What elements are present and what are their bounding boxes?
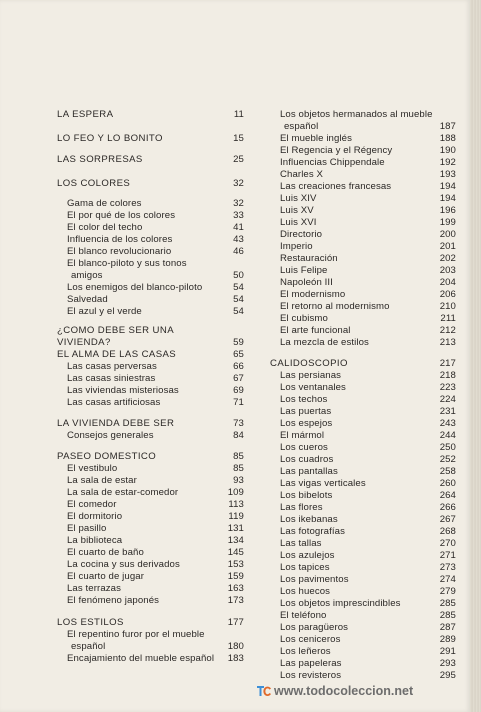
index-entry bbox=[270, 478, 456, 490]
index-heading bbox=[57, 133, 244, 145]
index-heading bbox=[57, 617, 244, 629]
entry-page-number: 43 bbox=[233, 234, 244, 245]
entry-title: Encajamiento del mueble español bbox=[67, 653, 215, 664]
index-entry bbox=[270, 337, 456, 349]
entry-title: La sala de estar bbox=[67, 475, 137, 486]
entry-page-number: 65 bbox=[233, 349, 244, 360]
entry-title: Los objetos imprescindibles bbox=[280, 598, 401, 609]
index-entry bbox=[270, 370, 456, 382]
entry-page-number: 71 bbox=[233, 397, 244, 408]
index-entry bbox=[57, 258, 244, 270]
entry-title: Los enemigos del blanco-piloto bbox=[67, 282, 203, 293]
entry-page-number: 54 bbox=[233, 294, 244, 305]
entry-page-number: 173 bbox=[227, 595, 244, 606]
entry-page-number: 260 bbox=[439, 478, 456, 489]
index-heading bbox=[57, 178, 244, 190]
entry-title: Los ikebanas bbox=[280, 514, 338, 525]
index-entry bbox=[57, 210, 244, 222]
entry-title: El blanco revolucionario bbox=[67, 246, 172, 257]
index-entry bbox=[270, 133, 456, 145]
entry-page-number: 200 bbox=[439, 229, 456, 240]
entry-page-number: 244 bbox=[439, 430, 456, 441]
index-entry bbox=[270, 193, 456, 205]
entry-page-number: 163 bbox=[227, 583, 244, 594]
entry-title: Influencia de los colores bbox=[67, 234, 173, 245]
entry-page-number: 119 bbox=[228, 511, 244, 522]
entry-title: Gama de colores bbox=[67, 198, 142, 209]
entry-title: Las puertas bbox=[280, 406, 332, 417]
entry-page-number: 211 bbox=[440, 313, 456, 324]
index-entry bbox=[270, 277, 456, 289]
entry-page-number: 199 bbox=[439, 217, 456, 228]
entry-page-number: 270 bbox=[439, 538, 456, 549]
index-entry bbox=[57, 571, 244, 583]
index-entry bbox=[57, 499, 244, 511]
entry-page-number: 67 bbox=[233, 373, 244, 384]
entry-title: Salvedad bbox=[67, 294, 108, 305]
entry-page-number: 201 bbox=[439, 241, 456, 252]
entry-title: Imperio bbox=[280, 241, 313, 252]
entry-title: Los espejos bbox=[280, 418, 333, 429]
entry-page-number: 66 bbox=[233, 361, 244, 372]
index-entry bbox=[270, 646, 456, 658]
entry-page-number: 204 bbox=[439, 277, 456, 288]
index-entry bbox=[57, 653, 244, 665]
index-entry bbox=[57, 583, 244, 595]
entry-page-number: 15 bbox=[233, 133, 244, 144]
entry-page-number: 192 bbox=[439, 157, 456, 168]
entry-title: El mármol bbox=[280, 430, 325, 441]
index-entry bbox=[270, 490, 456, 502]
entry-page-number: 202 bbox=[439, 253, 456, 264]
entry-page-number: 73 bbox=[233, 418, 244, 429]
entry-page-number: 279 bbox=[439, 586, 456, 597]
entry-page-number: 271 bbox=[439, 550, 456, 561]
entry-title: Las creaciones francesas bbox=[280, 181, 392, 192]
entry-page-number: 264 bbox=[439, 490, 456, 501]
index-entry bbox=[57, 629, 244, 641]
entry-title: Luis XV bbox=[280, 205, 314, 216]
index-entry bbox=[270, 109, 456, 121]
entry-page-number: 54 bbox=[233, 282, 244, 293]
watermark bbox=[256, 683, 413, 699]
index-entry bbox=[270, 241, 456, 253]
entry-title: PASEO DOMESTICO bbox=[57, 451, 157, 462]
entry-page-number: 25 bbox=[233, 154, 244, 165]
entry-title: El Regencia y el Régency bbox=[280, 145, 393, 156]
index-entry bbox=[270, 622, 456, 634]
entry-page-number: 194 bbox=[439, 181, 456, 192]
entry-title: El cubismo bbox=[280, 313, 328, 324]
index-entry bbox=[270, 526, 456, 538]
entry-page-number: 218 bbox=[439, 370, 456, 381]
index-entry bbox=[270, 382, 456, 394]
entry-title: El dormitorio bbox=[67, 511, 123, 522]
entry-title: Las persianas bbox=[280, 370, 342, 381]
index-entry bbox=[270, 253, 456, 265]
page-edge bbox=[470, 0, 481, 712]
entry-title: CALIDOSCOPIO bbox=[270, 358, 348, 369]
index-entry bbox=[270, 325, 456, 337]
entry-page-number: 54 bbox=[233, 306, 244, 317]
entry-page-number: 289 bbox=[439, 634, 456, 645]
entry-title: Los azulejos bbox=[280, 550, 335, 561]
index-entry bbox=[270, 610, 456, 622]
entry-page-number: 217 bbox=[439, 358, 456, 369]
entry-title: Las fotografías bbox=[280, 526, 345, 537]
entry-title: LAS SORPRESAS bbox=[57, 154, 143, 165]
entry-page-number: 268 bbox=[439, 526, 456, 537]
entry-page-number: 223 bbox=[439, 382, 456, 393]
entry-title: Las tallas bbox=[280, 538, 322, 549]
entry-page-number: 203 bbox=[439, 265, 456, 276]
entry-page-number: 131 bbox=[227, 523, 244, 534]
index-entry bbox=[270, 265, 456, 277]
index-entry bbox=[57, 397, 244, 409]
entry-title: Las terrazas bbox=[67, 583, 121, 594]
entry-title: El color del techo bbox=[67, 222, 143, 233]
entry-page-number: 194 bbox=[439, 193, 456, 204]
entry-page-number: 85 bbox=[233, 451, 244, 462]
index-heading bbox=[57, 325, 244, 337]
entry-title: La sala de estar-comedor bbox=[67, 487, 179, 498]
index-entry bbox=[270, 217, 456, 229]
entry-title: Las flores bbox=[280, 502, 323, 513]
entry-title: ¿COMO DEBE SER UNA bbox=[57, 325, 175, 336]
entry-title: amigos bbox=[71, 270, 103, 281]
index-heading bbox=[57, 451, 244, 463]
index-entry bbox=[270, 418, 456, 430]
index-entry bbox=[270, 586, 456, 598]
entry-title: El blanco-piloto y sus tonos bbox=[67, 258, 187, 269]
index-entry bbox=[270, 658, 456, 670]
entry-page-number: 145 bbox=[227, 547, 244, 558]
entry-page-number: 41 bbox=[233, 222, 244, 233]
entry-title: El modernismo bbox=[280, 289, 346, 300]
entry-page-number: 190 bbox=[439, 145, 456, 156]
index-entry bbox=[270, 562, 456, 574]
index-entry bbox=[270, 538, 456, 550]
entry-title: Las papeleras bbox=[280, 658, 342, 669]
entry-title: LO FEO Y LO BONITO bbox=[57, 133, 163, 144]
entry-page-number: 32 bbox=[233, 178, 244, 189]
entry-title: El por qué de los colores bbox=[67, 210, 176, 221]
index-entry bbox=[270, 550, 456, 562]
index-entry bbox=[57, 535, 244, 547]
entry-title: Las casas siniestras bbox=[67, 373, 156, 384]
entry-page-number: 274 bbox=[439, 574, 456, 585]
index-heading bbox=[57, 109, 244, 121]
index-entry bbox=[270, 430, 456, 442]
entry-title: español bbox=[284, 121, 319, 132]
entry-title: Luis XVI bbox=[280, 217, 317, 228]
entry-title: Las viviendas misteriosas bbox=[67, 385, 179, 396]
entry-page-number: 224 bbox=[439, 394, 456, 405]
entry-page-number: 50 bbox=[233, 270, 244, 281]
entry-title: Las casas perversas bbox=[67, 361, 157, 372]
watermark-text: www.todocoleccion.net bbox=[274, 684, 414, 698]
entry-page-number: 287 bbox=[439, 622, 456, 633]
entry-page-number: 295 bbox=[439, 670, 456, 681]
index-entry bbox=[57, 361, 244, 373]
entry-page-number: 250 bbox=[439, 442, 456, 453]
entry-page-number: 93 bbox=[233, 475, 244, 486]
index-entry bbox=[270, 169, 456, 181]
entry-page-number: 180 bbox=[227, 641, 244, 652]
entry-title: español bbox=[71, 641, 106, 652]
entry-page-number: 193 bbox=[439, 169, 456, 180]
entry-title: Charles X bbox=[280, 169, 324, 180]
entry-page-number: 177 bbox=[227, 617, 244, 628]
entry-page-number: 291 bbox=[439, 646, 456, 657]
entry-page-number: 252 bbox=[439, 454, 456, 465]
entry-title: Restauración bbox=[280, 253, 338, 264]
index-entry bbox=[270, 502, 456, 514]
index-heading bbox=[270, 358, 456, 370]
index-entry bbox=[57, 306, 244, 318]
entry-page-number: 285 bbox=[439, 598, 456, 609]
entry-page-number: 231 bbox=[439, 406, 456, 417]
entry-title: La biblioteca bbox=[67, 535, 123, 546]
entry-title: LOS COLORES bbox=[57, 178, 131, 189]
index-entry bbox=[57, 234, 244, 246]
entry-title: Los cuadros bbox=[280, 454, 334, 465]
entry-page-number: 212 bbox=[439, 325, 456, 336]
index-entry bbox=[270, 670, 456, 682]
index-entry bbox=[57, 270, 244, 282]
index-entry bbox=[270, 145, 456, 157]
entry-title: Los cueros bbox=[280, 442, 328, 453]
index-entry bbox=[270, 598, 456, 610]
entry-title: LA VIVIENDA DEBE SER bbox=[57, 418, 175, 429]
entry-title: El cuarto de baño bbox=[67, 547, 144, 558]
entry-page-number: 267 bbox=[439, 514, 456, 525]
index-entry bbox=[57, 246, 244, 258]
entry-page-number: 266 bbox=[439, 502, 456, 513]
entry-title: La cocina y sus derivados bbox=[67, 559, 180, 570]
entry-title: El comedor bbox=[67, 499, 117, 510]
entry-title: Los bibelots bbox=[280, 490, 333, 501]
entry-page-number: 206 bbox=[439, 289, 456, 300]
index-entry bbox=[270, 514, 456, 526]
entry-title: Los tapices bbox=[280, 562, 330, 573]
entry-title: EL ALMA DE LAS CASAS bbox=[57, 349, 177, 360]
entry-title: VIVIENDA? bbox=[57, 337, 111, 348]
index-heading bbox=[57, 349, 244, 361]
entry-page-number: 285 bbox=[439, 610, 456, 621]
index-entry bbox=[270, 121, 456, 133]
index-entry bbox=[270, 289, 456, 301]
index-entry bbox=[57, 198, 244, 210]
index-entry bbox=[57, 430, 244, 442]
entry-title: El azul y el verde bbox=[67, 306, 142, 317]
entry-title: Los objetos hermanados al mueble bbox=[280, 109, 433, 120]
index-entry bbox=[270, 157, 456, 169]
entry-page-number: 183 bbox=[227, 653, 244, 664]
entry-title: El retorno al modernismo bbox=[280, 301, 390, 312]
index-entry bbox=[57, 595, 244, 607]
entry-page-number: 46 bbox=[233, 246, 244, 257]
entry-title: Las pantallas bbox=[280, 466, 338, 477]
entry-title: El vestibulo bbox=[67, 463, 118, 474]
entry-title: El teléfono bbox=[280, 610, 327, 621]
entry-page-number: 196 bbox=[439, 205, 456, 216]
index-entry bbox=[57, 222, 244, 234]
index-entry bbox=[57, 463, 244, 475]
entry-page-number: 153 bbox=[227, 559, 244, 570]
index-entry bbox=[270, 634, 456, 646]
entry-title: Los leñeros bbox=[280, 646, 331, 657]
entry-title: Las casas artificiosas bbox=[67, 397, 161, 408]
entry-title: El arte funcional bbox=[280, 325, 351, 336]
entry-title: Influencias Chippendale bbox=[280, 157, 385, 168]
entry-title: El mueble inglés bbox=[280, 133, 352, 144]
entry-page-number: 33 bbox=[233, 210, 244, 221]
entry-page-number: 134 bbox=[227, 535, 244, 546]
index-entry bbox=[270, 454, 456, 466]
entry-page-number: 113 bbox=[228, 499, 244, 510]
entry-title: Los paragüeros bbox=[280, 622, 349, 633]
entry-page-number: 187 bbox=[439, 121, 456, 132]
index-entry bbox=[57, 487, 244, 499]
entry-title: El cuarto de jugar bbox=[67, 571, 144, 582]
index-entry bbox=[270, 442, 456, 454]
index-entry bbox=[57, 373, 244, 385]
entry-title: LOS ESTILOS bbox=[57, 617, 124, 628]
tc-logo-icon bbox=[256, 683, 273, 697]
entry-page-number: 32 bbox=[233, 198, 244, 209]
entry-page-number: 84 bbox=[233, 430, 244, 441]
entry-title: Directorio bbox=[280, 229, 323, 240]
index-entry bbox=[57, 641, 244, 653]
index-entry bbox=[57, 559, 244, 571]
entry-page-number: 59 bbox=[233, 337, 244, 348]
entry-page-number: 243 bbox=[439, 418, 456, 429]
index-entry bbox=[57, 294, 244, 306]
entry-page-number: 213 bbox=[439, 337, 456, 348]
entry-title: Los revisteros bbox=[280, 670, 342, 681]
entry-page-number: 109 bbox=[227, 487, 244, 498]
entry-title: El fenómeno japonés bbox=[67, 595, 160, 606]
entry-title: Los pavimentos bbox=[280, 574, 349, 585]
entry-page-number: 210 bbox=[439, 301, 456, 312]
entry-title: Luis Felipe bbox=[280, 265, 328, 276]
entry-title: Los techos bbox=[280, 394, 328, 405]
entry-title: El pasillo bbox=[67, 523, 107, 534]
entry-page-number: 293 bbox=[439, 658, 456, 669]
entry-title: Los ceniceros bbox=[280, 634, 341, 645]
entry-title: Consejos generales bbox=[67, 430, 154, 441]
index-entry bbox=[57, 523, 244, 535]
index-heading bbox=[57, 418, 244, 430]
entry-page-number: 159 bbox=[227, 571, 244, 582]
entry-title: El repentino furor por el mueble bbox=[67, 629, 205, 640]
index-entry bbox=[57, 385, 244, 397]
entry-title: LA ESPERA bbox=[57, 109, 114, 120]
entry-title: Los huecos bbox=[280, 586, 331, 597]
entry-title: Los ventanales bbox=[280, 382, 346, 393]
entry-title: Napoleón III bbox=[280, 277, 333, 288]
entry-title: Las vigas verticales bbox=[280, 478, 366, 489]
entry-title: Luis XIV bbox=[280, 193, 317, 204]
index-entry bbox=[270, 394, 456, 406]
index-entry bbox=[270, 181, 456, 193]
entry-page-number: 85 bbox=[233, 463, 244, 474]
entry-page-number: 188 bbox=[439, 133, 456, 144]
entry-page-number: 11 bbox=[233, 109, 244, 120]
index-entry bbox=[57, 511, 244, 523]
index-entry bbox=[57, 547, 244, 559]
index-entry bbox=[270, 406, 456, 418]
index-heading bbox=[57, 154, 244, 166]
entry-title: La mezcla de estilos bbox=[280, 337, 369, 348]
entry-page-number: 273 bbox=[439, 562, 456, 573]
index-entry bbox=[270, 229, 456, 241]
index-entry bbox=[57, 282, 244, 294]
index-heading bbox=[57, 337, 244, 349]
index-entry bbox=[270, 205, 456, 217]
index-entry bbox=[270, 574, 456, 586]
index-entry bbox=[57, 475, 244, 487]
index-entry bbox=[270, 301, 456, 313]
index-entry bbox=[270, 466, 456, 478]
entry-page-number: 69 bbox=[233, 385, 244, 396]
index-entry bbox=[270, 313, 456, 325]
entry-page-number: 258 bbox=[439, 466, 456, 477]
